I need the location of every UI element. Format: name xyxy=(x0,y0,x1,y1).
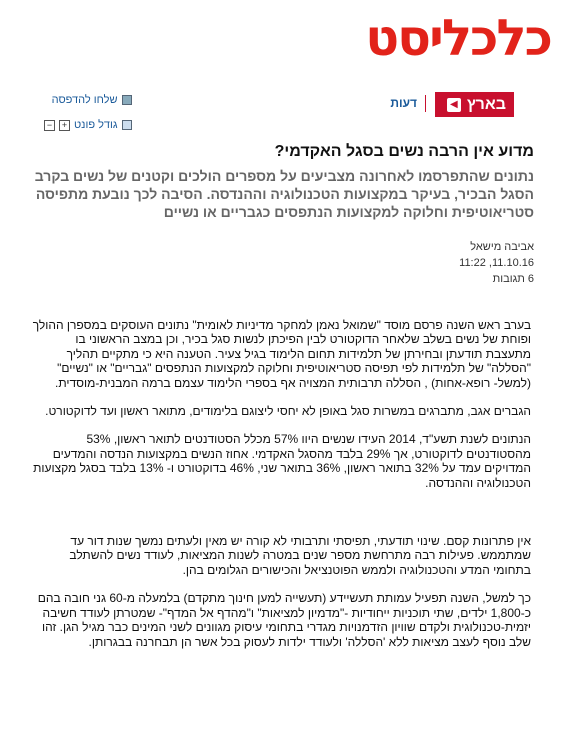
article-paragraph: כך למשל, השנה תפעיל עמותת תעשיידע (תעשייה למען חינוך מתקדם) בלמעלה מ-60 גני חובה בהם כ-1,800 ילדים, שתי תוכניות ייחודיות -"מדמיון למציאות" ו"מהדף אל המדף"- שמטרתן לעודד חשיבה יזמית-טכנולוגית ולקדם שוויון הזדמנויות מגדרי בתחומי עיסוק מגוונים לשני המינים כבר מגיל הגן. זהו שלב נוסף לעצב מציאות ללא 'הסללה' ולעודד ילדות לעסוק בכל אשר הן תבחרנה בבגרותן. xyxy=(37,591,531,649)
print-tool[interactable] xyxy=(44,92,132,108)
font-size-tool xyxy=(44,117,132,133)
font-size-label: גודל פונט xyxy=(74,119,118,131)
font-increase-button[interactable]: + xyxy=(59,120,70,131)
article-header xyxy=(30,143,534,287)
paragraph-spacer xyxy=(32,504,531,534)
section-link-deot[interactable]: דעות xyxy=(390,96,417,110)
printer-icon xyxy=(122,95,132,105)
font-size-icon xyxy=(122,120,132,130)
article-title: מדוע אין הרבה נשים בסגל האקדמי? xyxy=(274,143,534,160)
article-paragraph: הנתונים לשנת תשע"ד, 2014 העידו שנשים היוו 57% מכלל הסטודנטים לתואר ראשון, 53% מהסטודנטים לדוקטורט, אך 29% בלבד מהסגל האקדמי. אחוז הנשים במקצועות הנדסה והמדעים המדויקים עמד על 32% בתואר ראשון, 36% בתואר שני, 46% בדוקטורט ו- 13% בלבד בסגל מקצועות הטכנולוגיה וההנדסה. xyxy=(33,432,531,490)
article-meta xyxy=(30,239,534,287)
chevron-left-icon: ◀ xyxy=(447,98,461,112)
section-tab-label: בארץ xyxy=(466,95,506,113)
article-subtitle: נתונים שהתפרסמו לאחרונה מצביעים על מספרים הולכים וקטנים של נשים בקרב הסגל הבכיר, בעיקר במקצועות הטכנולוגיה וההנדסה. הסיבה לכך נובעת מתפיסה סטריאוטיפית וחלוקה למקצועות הנתפסים כגבריים או נשיים xyxy=(34,168,534,220)
article-author[interactable]: אביבה מישאל xyxy=(470,241,534,253)
article-datetime: 11.10.16, 11:22 xyxy=(459,257,534,269)
article-paragraph: הגברים אגב, מתברגים במשרות סגל באופן לא יחסי ליצוגם בלימודים, מתואר ראשון ועד לדוקטורט. xyxy=(45,404,531,419)
section-tab-baaretz[interactable] xyxy=(435,92,514,117)
article-paragraph: אין פתרונות קסם. שינוי תודעתי, תפיסתי ותרבותי לא קורה יש מאין ולעתים נמשך שנות דור עד שמתממש. פעילות רבה מתרחשת מספר שנים במטרה לשנות המציאות, לעודד נשים להשתלב בתחומי המדע והטכנולוגיה ולממש הפוטנציאל והכישורים הגלומים בהן. xyxy=(69,534,531,577)
article-paragraph: בערב ראש השנה פרסם מוסד "שמואל נאמן למחקר מדיניות לאומית" נתונים העוסקים במספרן ההולך ופוחת של נשים בשלב שלאחר הדוקטורט לבין הפיכתן לנשות סגל בכיר, וכן במצב הראשוני בו מתעצבת תודעתן ובחירתן של תלמידות תחום הלימוד בגיל צעיר. הטענה היא כי מתקיים תהליך "הסללה" של תלמידות לפי תפיסה סטריאוטיפית וחלוקה למקצועות הנתפסים "גבריים" או "נשיים" (למשל- רופא-אחות) , הסללה תרבותית המצויה אף בספרי הלימוד עצמם ברמה המבנית-מוסדית. xyxy=(32,318,531,390)
font-decrease-button[interactable]: − xyxy=(44,120,55,131)
article-tools xyxy=(44,92,132,142)
nav-separator xyxy=(425,95,426,112)
article-comments-link[interactable]: 6 תגובות xyxy=(492,273,534,285)
site-logo[interactable] xyxy=(251,9,551,67)
print-label: שלחו להדפסה xyxy=(51,94,118,106)
article-body xyxy=(32,318,531,663)
logo-text: כלכליסט xyxy=(365,9,551,67)
